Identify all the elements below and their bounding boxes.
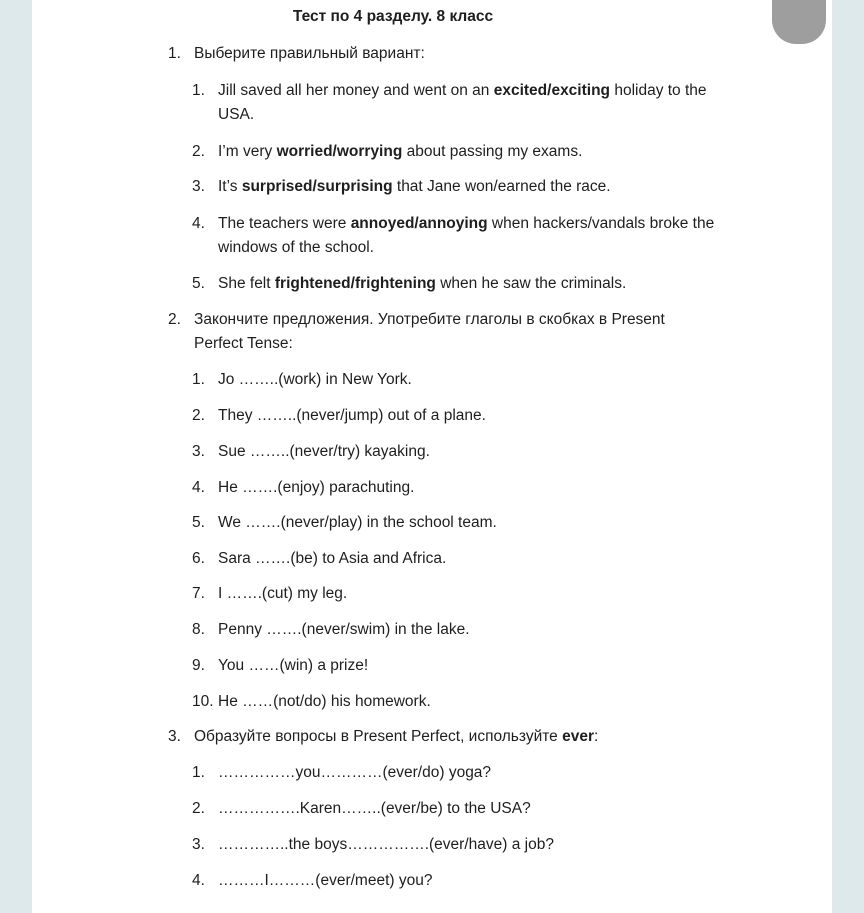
item-number: 6. bbox=[192, 550, 205, 567]
item-choice: surprised/surprising bbox=[241, 178, 393, 195]
item-number: 3. bbox=[192, 836, 205, 853]
item-text: I’m very bbox=[218, 143, 277, 160]
section-number: 3. bbox=[168, 728, 181, 745]
item-number: 1. bbox=[192, 371, 205, 388]
item-text: when he saw the criminals. bbox=[435, 275, 627, 292]
item-number: 10. bbox=[192, 693, 214, 710]
item-number: 9. bbox=[192, 657, 205, 674]
item-number: 4. bbox=[192, 872, 205, 889]
item-text: They ……..(never/jump) out of a plane. bbox=[218, 407, 486, 424]
section-heading-text: : bbox=[594, 728, 599, 745]
item-number: 7. bbox=[192, 585, 205, 602]
item-text: …………..the boys…………….(ever/have) a job? bbox=[218, 836, 554, 853]
list-item-continuation: windows of the school. bbox=[218, 239, 374, 256]
item-text: that Jane won/earned the race. bbox=[392, 178, 611, 195]
item-choice: frightened/frightening bbox=[274, 275, 436, 292]
section-heading-text: Образуйте вопросы в Present Perfect, используйте bbox=[194, 728, 563, 745]
item-text: It’s bbox=[218, 178, 242, 195]
item-text: I …….(cut) my leg. bbox=[218, 585, 348, 602]
item-text: Sara …….(be) to Asia and Africa. bbox=[218, 550, 447, 567]
item-text: He ……(not/do) his homework. bbox=[218, 693, 431, 710]
item-text: ………I………(ever/meet) you? bbox=[218, 872, 433, 889]
item-text: Sue ……..(never/try) kayaking. bbox=[218, 443, 430, 460]
item-text: We …….(never/play) in the school team. bbox=[218, 514, 497, 531]
item-text: She felt bbox=[218, 275, 275, 292]
item-text: Penny …….(never/swim) in the lake. bbox=[218, 621, 470, 638]
page-title: Тест по 4 разделу. 8 класс bbox=[292, 8, 494, 25]
item-text: He …….(enjoy) parachuting. bbox=[218, 479, 415, 496]
list-item-continuation: USA. bbox=[218, 106, 255, 123]
item-number: 5. bbox=[192, 275, 205, 292]
item-text: The teachers were bbox=[218, 215, 351, 232]
item-number: 4. bbox=[192, 215, 205, 232]
item-number: 8. bbox=[192, 621, 205, 638]
item-number: 2. bbox=[192, 800, 205, 817]
document-page bbox=[32, 0, 832, 913]
item-number: 3. bbox=[192, 178, 205, 195]
item-text: …………….Karen……..(ever/be) to the USA? bbox=[218, 800, 531, 817]
section-heading-continuation: Perfect Tense: bbox=[194, 335, 293, 352]
section-number: 2. bbox=[168, 311, 181, 328]
item-text: Jo ……..(work) in New York. bbox=[218, 371, 412, 388]
section-heading-keyword: ever bbox=[562, 728, 594, 745]
item-number: 3. bbox=[192, 443, 205, 460]
item-text: ……………you…………(ever/do) yoga? bbox=[218, 764, 492, 781]
item-choice: annoyed/annoying bbox=[350, 215, 488, 232]
item-text: holiday to the bbox=[610, 82, 707, 99]
item-number: 1. bbox=[192, 764, 205, 781]
item-choice: worried/worrying bbox=[276, 143, 403, 160]
item-number: 4. bbox=[192, 479, 205, 496]
item-text: when hackers/vandals broke the bbox=[487, 215, 715, 232]
item-number: 5. bbox=[192, 514, 205, 531]
item-number: 1. bbox=[192, 82, 205, 99]
scroll-handle[interactable] bbox=[772, 0, 826, 44]
section-heading-text: Выберите правильный вариант: bbox=[194, 45, 425, 62]
item-number: 2. bbox=[192, 143, 205, 160]
item-number: 2. bbox=[192, 407, 205, 424]
item-text: Jill saved all her money and went on an bbox=[218, 82, 494, 99]
item-text: about passing my exams. bbox=[402, 143, 583, 160]
item-choice: excited/exciting bbox=[493, 82, 611, 99]
item-text: You ……(win) a prize! bbox=[218, 657, 369, 674]
section-number: 1. bbox=[168, 45, 181, 62]
section-heading-text: Закончите предложения. Употребите глаголы в скобках в Present bbox=[194, 311, 665, 328]
